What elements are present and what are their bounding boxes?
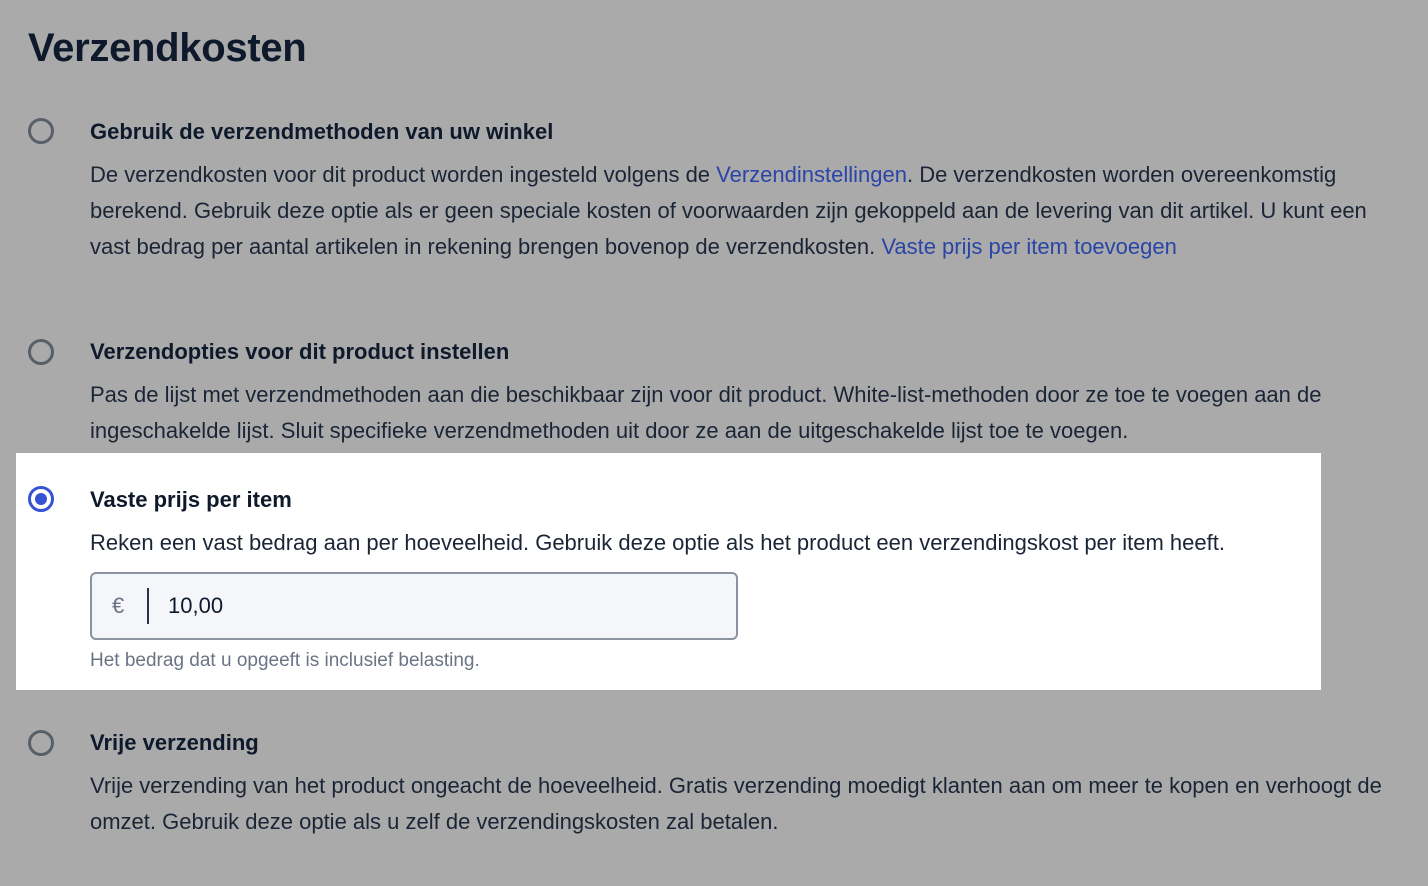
radio-fixed-price-per-item[interactable] <box>28 486 54 512</box>
page-title: Verzendkosten <box>28 26 307 70</box>
option-desc-fixed-price-per-item: Reken een vast bedrag aan per hoeveelheid. Gebruik deze optie als het product een verzendingskost per item heeft. <box>90 530 1225 555</box>
radio-product-shipping-options[interactable] <box>28 339 54 365</box>
option-desc-product-shipping-options: Pas de lijst met verzendmethoden aan die beschikbaar zijn voor dit product. White-list-methoden door ze toe te voegen aan de ingeschakelde lijst. Sluit specifieke verzendmethoden uit door ze aan de uitgeschakelde lijst toe te voegen. <box>90 382 1322 443</box>
option-desc-text: De verzendkosten voor dit product worden ingesteld volgens de <box>90 162 717 187</box>
input-divider <box>147 588 149 624</box>
fixed-price-input-group[interactable] <box>90 572 738 640</box>
radio-selected-dot <box>35 493 47 505</box>
option-desc-free-shipping: Vrije verzending van het product ongeacht de hoeveelheid. Gratis verzending moedigt klanten aan om meer te kopen en verhoogt de omzet. Gebruik deze optie als u zelf de verzendingskosten zal betalen. <box>90 773 1382 834</box>
tax-hint: Het bedrag dat u opgeeft is inclusief belasting. <box>90 650 480 671</box>
currency-symbol: € <box>112 593 125 618</box>
option-title-free-shipping: Vrije verzending <box>90 730 259 755</box>
add-fixed-price-link[interactable]: Vaste prijs per item toevoegen <box>881 234 1177 259</box>
option-title-store-shipping-methods: Gebruik de verzendmethoden van uw winkel <box>90 119 554 144</box>
option-desc-text: . De verzendkosten worden overeenkomstig berekend. Gebruik deze optie als er geen speciale kosten of voorwaarden zijn gekoppeld aan de levering van dit artikel. U kunt een vast bedrag per aantal artikelen in rekening brengen bovenop de verzendkosten. <box>90 162 1367 259</box>
option-title-fixed-price-per-item: Vaste prijs per item <box>90 487 292 512</box>
radio-store-shipping-methods[interactable] <box>28 118 54 144</box>
option-desc-store-shipping-methods <box>90 157 1390 265</box>
option-title-product-shipping-options: Verzendopties voor dit product instellen <box>90 339 510 364</box>
fixed-price-field[interactable] <box>168 574 708 638</box>
shipping-settings-link[interactable]: Verzendinstellingen <box>716 162 907 187</box>
radio-free-shipping[interactable] <box>28 730 54 756</box>
